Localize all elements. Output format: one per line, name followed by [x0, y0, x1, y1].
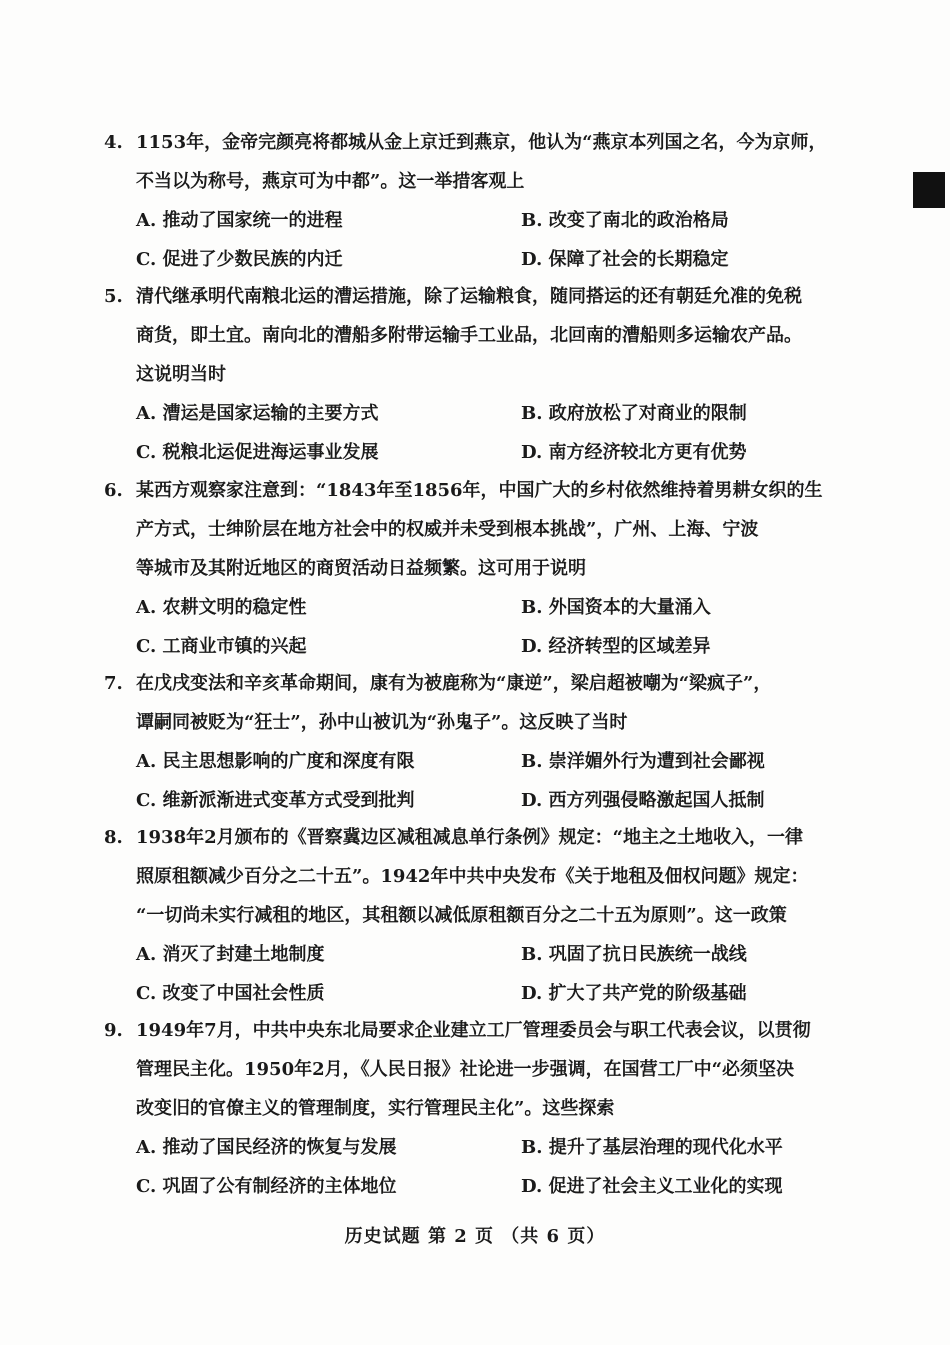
page-footer: 历史试题 第 2 页 （共 6 页） — [344, 1226, 606, 1247]
option-d[interactable]: D. 保障了社会的长期稳定 — [521, 249, 729, 270]
question-stem-line: 改变旧的官僚主义的管理制度，实行管理民主化”。这些探索 — [136, 1098, 615, 1119]
question-stem-line: 不当以为称号，燕京可为中都”。这一举措客观上 — [136, 171, 525, 192]
option-d[interactable]: D. 经济转型的区域差异 — [521, 636, 711, 657]
question-stem-line: 谭嗣同被贬为“狂士”，孙中山被讥为“孙鬼子”。这反映了当时 — [136, 712, 628, 733]
option-c[interactable]: C. 工商业市镇的兴起 — [136, 636, 307, 657]
question-5 — [104, 277, 844, 472]
option-row — [104, 1167, 844, 1206]
question-stem-line: 照原租额减少百分之二十五”。1942年中共中央发布《关于地租及佃权问题》规定： — [136, 866, 809, 887]
question-4 — [104, 123, 844, 279]
option-a[interactable]: A. 漕运是国家运输的主要方式 — [136, 403, 379, 424]
option-row — [104, 201, 844, 240]
question-stem-line: 等城市及其附近地区的商贸活动日益频繁。这可用于说明 — [136, 558, 586, 579]
option-b[interactable]: B. 巩固了抗日民族统一战线 — [521, 944, 747, 965]
option-row — [104, 742, 844, 781]
question-stem-line: 产方式，士绅阶层在地方社会中的权威并未受到根本挑战”，广州、上海、宁波 — [136, 519, 759, 540]
option-row — [104, 627, 844, 666]
option-c[interactable]: C. 促进了少数民族的内迁 — [136, 249, 343, 270]
option-d[interactable]: D. 南方经济较北方更有优势 — [521, 442, 747, 463]
option-row — [104, 974, 844, 1013]
question-stem-line: 4. 1153年，金帝完颜亮将都城从金上京迁到燕京，他认为“燕京本列国之名，今为京师， — [104, 123, 844, 162]
question-7 — [104, 664, 844, 820]
option-d[interactable]: D. 西方列强侵略激起国人抵制 — [521, 790, 765, 811]
option-a[interactable]: A. 消灭了封建土地制度 — [136, 944, 325, 965]
option-a[interactable]: A. 推动了国家统一的进程 — [136, 210, 343, 231]
option-c[interactable]: C. 改变了中国社会性质 — [136, 983, 325, 1004]
question-6 — [104, 471, 844, 666]
question-number: 7. — [104, 673, 123, 694]
option-row — [104, 240, 844, 279]
option-b[interactable]: B. 崇洋媚外行为遭到社会鄙视 — [521, 751, 765, 772]
question-stem-line: 8. 1938年2月颁布的《晋察冀边区减租减息单行条例》规定：“地主之土地收入，一律 — [104, 818, 844, 857]
question-number: 5. — [104, 286, 123, 307]
question-9 — [104, 1011, 844, 1206]
question-stem-line: 6. 某西方观察家注意到：“1843年至1856年，中国广大的乡村依然维持着男耕女织的生 — [104, 471, 844, 510]
option-a[interactable]: A. 推动了国民经济的恢复与发展 — [136, 1137, 397, 1158]
option-c[interactable]: C. 税粮北运促进海运事业发展 — [136, 442, 379, 463]
question-stem-line: 这说明当时 — [136, 364, 226, 385]
question-stem-line: 5. 清代继承明代南粮北运的漕运措施，除了运输粮食，随同搭运的还有朝廷允准的免税 — [104, 277, 844, 316]
option-c[interactable]: C. 巩固了公有制经济的主体地位 — [136, 1176, 397, 1197]
question-stem-line: “一切尚未实行减租的地区，其租额以减低原租额百分之二十五为原则”。这一政策 — [136, 905, 787, 926]
question-stem-line: 7. 在戊戌变法和辛亥革命期间，康有为被鹿称为“康逆”，梁启超被嘲为“梁疯子”， — [104, 664, 844, 703]
question-stem-line: 管理民主化。1950年2月，《人民日报》社论进一步强调，在国营工厂中“必须坚决 — [136, 1059, 794, 1080]
page-edge-marker — [913, 172, 945, 208]
question-stem-line: 9. 1949年7月，中共中央东北局要求企业建立工厂管理委员会与职工代表会议，以贯彻 — [104, 1011, 844, 1050]
option-row — [104, 433, 844, 472]
option-row — [104, 394, 844, 433]
option-b[interactable]: B. 政府放松了对商业的限制 — [521, 403, 747, 424]
option-c[interactable]: C. 维新派渐进式变革方式受到批判 — [136, 790, 415, 811]
option-row — [104, 781, 844, 820]
option-b[interactable]: B. 提升了基层治理的现代化水平 — [521, 1137, 783, 1158]
question-number: 9. — [104, 1020, 123, 1041]
option-d[interactable]: D. 促进了社会主义工业化的实现 — [521, 1176, 783, 1197]
option-a[interactable]: A. 农耕文明的稳定性 — [136, 597, 307, 618]
question-8 — [104, 818, 844, 1013]
option-a[interactable]: A. 民主思想影响的广度和深度有限 — [136, 751, 415, 772]
question-number: 6. — [104, 480, 123, 501]
question-stem-line: 商货，即土宜。南向北的漕船多附带运输手工业品，北回南的漕船则多运输农产品。 — [136, 325, 802, 346]
option-b[interactable]: B. 改变了南北的政治格局 — [521, 210, 729, 231]
option-row — [104, 935, 844, 974]
option-b[interactable]: B. 外国资本的大量涌入 — [521, 597, 711, 618]
question-number: 8. — [104, 827, 123, 848]
option-row — [104, 1128, 844, 1167]
question-number: 4. — [104, 132, 123, 153]
option-row — [104, 588, 844, 627]
option-d[interactable]: D. 扩大了共产党的阶级基础 — [521, 983, 747, 1004]
